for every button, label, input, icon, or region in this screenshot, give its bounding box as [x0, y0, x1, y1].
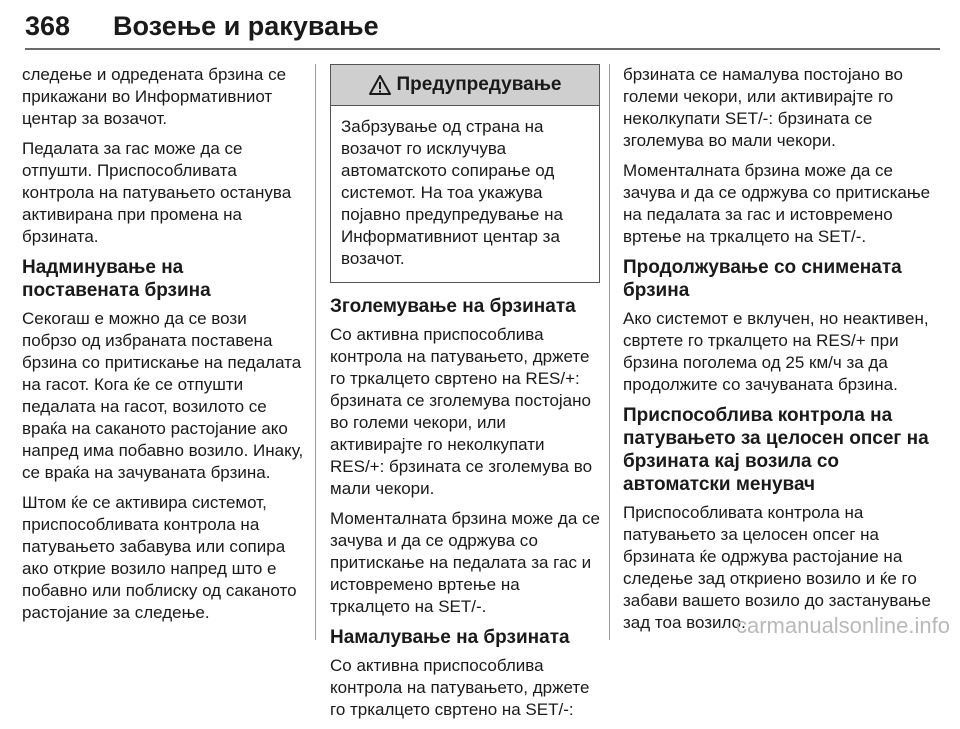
- paragraph: Со активна приспособлива контрола на патувањето, држете го тркалцето свртено на RES/+: брзината се зголемува постојано во големи чекори, или активирајте го неколкупати RES/+: брзината се зголемува во мали чекори.: [330, 325, 593, 498]
- section-heading: Надминување на поставената брзина: [22, 257, 211, 301]
- column-3: [623, 64, 941, 642]
- paragraph: Со активна приспособлива контрола на патувањето, држете го тркалцето свртено на SET/-:: [330, 656, 590, 719]
- paragraph: Моменталната брзина може да се зачува и да се одржува со притискање на педалата за гас и истовремено вртење на тркалцето на SET/-.: [330, 509, 600, 616]
- paragraph: брзината се намалува постојано во големи чекори, или активирајте го неколкупати SET/-: брзината се зголемува во мали чекори.: [623, 65, 903, 150]
- paragraph: следење и одредената брзина се прикажани во Информативниот центар за возачот.: [22, 65, 287, 128]
- section-heading: Приспособлива контрола на патувањето за целосен опсег на брзината кај возила со автоматски менувач: [623, 405, 929, 495]
- watermark: carmanualsonline.info: [735, 613, 950, 638]
- paragraph: Ако системот е вклучен, но неактивен, свртете го тркалцето на RES/+ при брзина поголема од 25 км/ч за да продолжите со зачуваната брзина.: [623, 309, 929, 394]
- paragraph: Штом ќе се активира системот, приспособливата контрола на патувањето забавува или сопира ако открие возило напред што е побавно или поблиску од саканото растојание за следење.: [22, 493, 297, 622]
- warning-header: [331, 65, 599, 106]
- header-rule: [25, 48, 940, 50]
- column-divider: [315, 64, 316, 640]
- column-2: [330, 64, 600, 729]
- paragraph: Педалата за гас може да се отпушти. Приспособливата контрола на патувањето останува активирана при промена на брзината.: [22, 139, 292, 246]
- paragraph: Секогаш е можно да се вози побрзо од избраната поставена брзина со притискање на педалата на гасот. Кога ќе се отпушти педалата на гасот, возилото се враќа на саканото растојание ако напред има побавно возило. Инаку, се враќа на зачуваната брзина.: [22, 309, 304, 482]
- warning-title: Предупредување: [396, 74, 562, 95]
- warning-triangle-icon: [369, 75, 391, 95]
- column-1: [22, 64, 304, 632]
- page-number: 368: [25, 11, 71, 41]
- warning-body: Забрзување од страна на возачот го исклучува автоматското сопирање од системот. На тоа укажува појавно предупредување на Информативниот центар за возачот.: [341, 117, 563, 268]
- column-divider: [609, 64, 610, 640]
- section-heading: Намалување на брзината: [330, 627, 570, 648]
- warning-box: [330, 64, 600, 283]
- paragraph: Моменталната брзина може да се зачува и да се одржува со притискање на педалата за гас и истовремено вртење на тркалцето на SET/-.: [623, 161, 931, 246]
- section-heading: Зголемување на брзината: [330, 296, 576, 317]
- running-title: Возење и ракување: [113, 11, 379, 41]
- paragraph: Приспособливата контрола на патувањето за целосен опсег на брзината ќе одржува растојание на следење зад откриено возило и ќе го забави вашето возило до застанување зад тоа возило.: [623, 503, 931, 632]
- page-header: [25, 6, 940, 46]
- section-heading: Продолжување со снимената брзина: [623, 257, 902, 301]
